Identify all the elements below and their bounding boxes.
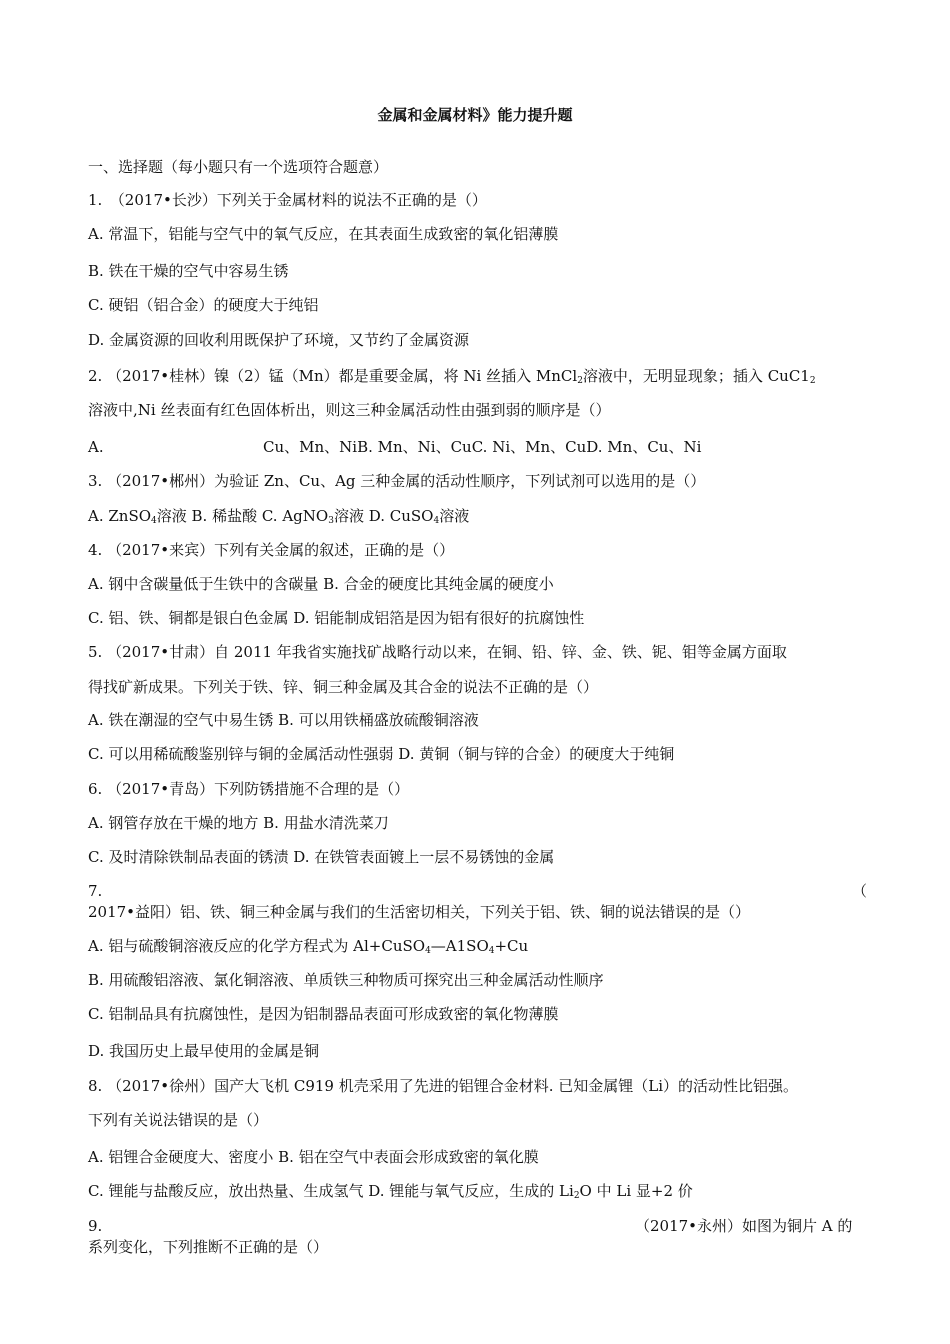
q3-sub-3: 4 — [433, 516, 440, 526]
q3-opt-part-1: A. ZnSO — [88, 507, 152, 525]
q2-sub-1: 2 — [577, 376, 583, 386]
q3-options — [88, 506, 469, 531]
q7-number: 7. — [88, 882, 103, 900]
q6-options-ab: A. 钢管存放在干燥的地方 B. 用盐水清洗菜刀 — [88, 814, 389, 832]
q3-opt-part-3: 溶液 D. CuSO — [333, 507, 434, 525]
document-title: 金属和金属材料》能力提升题 — [377, 106, 573, 124]
q8-cd-pre: C. 锂能与盐酸反应，放出热量、生成氢气 D. 锂能与氧气反应，生成的 Li — [88, 1182, 574, 1200]
q6-options-cd: C. 及时清除铁制品表面的锈渍 D. 在铁管表面镀上一层不易锈蚀的金属 — [88, 848, 555, 866]
q7-a-pre: A. 铝与硫酸铜溶液反应的化学方程式为 Al+CuSO — [88, 937, 426, 955]
q1-option-b: B. 铁在干燥的空气中容易生锈 — [88, 262, 289, 280]
q8-options-cd — [88, 1181, 693, 1206]
q2-stem-continued: 溶液中,Ni 丝表面有红色固体析出，则这三种金属活动性由强到弱的顺序是（） — [88, 401, 611, 419]
q7-a-post: +Cu — [494, 937, 529, 955]
q8-stem-continued: 下列有关说法错误的是（） — [88, 1111, 269, 1129]
q4-stem: 4. （2017•来宾）下列有关金属的叙述，正确的是（） — [88, 541, 455, 559]
q5-options-ab: A. 铁在潮湿的空气中易生锈 B. 可以用铁桶盛放硫酸铜溶液 — [88, 711, 479, 729]
q3-sub-1: 4 — [151, 516, 157, 526]
q1-option-a: A. 常温下，铝能与空气中的氧气反应，在其表面生成致密的氧化铝薄膜 — [88, 225, 559, 243]
q7-a-sub-1: 4 — [425, 946, 431, 956]
q5-stem: 5. （2017•甘肃）自 2011 年我省实施找矿战略行动以来，在铜、铅、锌、金、铁、铌、钼等金属方面取 — [88, 643, 787, 661]
q2-option-a-label: A. — [88, 438, 104, 456]
q3-stem: 3. （2017•郴州）为验证 Zn、Cu、Ag 三种金属的活动性顺序，下列试剂可以选用的是（） — [88, 472, 706, 490]
q8-cd-post: O 中 Li 显+2 价 — [579, 1182, 693, 1200]
q7-a-sub-2: 4 — [488, 946, 495, 956]
q1-option-c: C. 硬铝（铝合金）的硬度大于纯铝 — [88, 296, 319, 314]
q8-cd-sub: 2 — [573, 1191, 580, 1201]
q2-stem — [88, 366, 816, 391]
q2-stem-mid: 溶液中，无明显现象；插入 CuC1 — [582, 367, 810, 385]
q5-stem-continued: 得找矿新成果。下列关于铁、锌、铜三种金属及其合金的说法不正确的是（） — [88, 678, 599, 696]
q9-stem-right: （2017•永州）如图为铜片 A 的 — [635, 1217, 853, 1235]
q2-stem-pre: 2. （2017•桂林）镍（2）锰（Mn）都是重要金属，将 Ni 丝插入 MnCl — [88, 367, 578, 385]
q3-opt-part-4: 溶液 — [439, 507, 470, 525]
q7-option-d: D. 我国历史上最早使用的金属是铜 — [88, 1042, 320, 1060]
q7-option-b: B. 用硫酸铝溶液、氯化铜溶液、单质铁三种物质可探究出三种金属活动性顺序 — [88, 971, 604, 989]
q8-options-ab: A. 铝锂合金硬度大、密度小 B. 铝在空气中表面会形成致密的氧化膜 — [88, 1148, 539, 1166]
q9-number: 9. — [88, 1217, 103, 1235]
q3-opt-part-2: 溶液 B. 稀盐酸 C. AgNO — [156, 507, 329, 525]
q7-a-mid: —A1SO — [430, 937, 489, 955]
q1-option-d: D. 金属资源的回收利用既保护了环境，又节约了金属资源 — [88, 331, 470, 349]
q2-sub-2: 2 — [809, 376, 816, 386]
q7-stem: 2017•益阳）铝、铁、铜三种金属与我们的生活密切相关，下列关于铝、铁、铜的说法错误的是（） — [88, 903, 751, 921]
q2-options: Cu、Mn、NiB. Mn、Ni、CuC. Ni、Mn、CuD. Mn、Cu、Ni — [263, 438, 702, 456]
q4-options-ab: A. 钢中含碳量低于生铁中的含碳量 B. 合金的硬度比其纯金属的硬度小 — [88, 575, 554, 593]
section-heading: 一、选择题（每小题只有一个选项符合题意） — [88, 158, 389, 176]
q1-stem: 1. （2017•长沙）下列关于金属材料的说法不正确的是（） — [88, 191, 487, 209]
q7-paren: （ — [852, 882, 868, 900]
q8-stem: 8. （2017•徐州）国产大飞机 C919 机壳采用了先进的铝锂合金材料. 已知金属锂（Li）的活动性比铝强。 — [88, 1077, 799, 1095]
q6-stem: 6. （2017•青岛）下列防锈措施不合理的是（） — [88, 780, 410, 798]
q4-options-cd: C. 铝、铁、铜都是银白色金属 D. 铝能制成铝箔是因为铝有很好的抗腐蚀性 — [88, 609, 585, 627]
q3-sub-2: 3 — [328, 516, 334, 526]
q7-option-c: C. 铝制品具有抗腐蚀性，是因为铝制器品表面可形成致密的氧化物薄膜 — [88, 1005, 559, 1023]
q9-stem-continued: 系列变化，下列推断不正确的是（） — [88, 1238, 329, 1256]
q5-options-cd: C. 可以用稀硫酸鉴别锌与铜的金属活动性强弱 D. 黄铜（铜与锌的合金）的硬度大于纯铜 — [88, 745, 675, 763]
q7-option-a — [88, 936, 528, 961]
